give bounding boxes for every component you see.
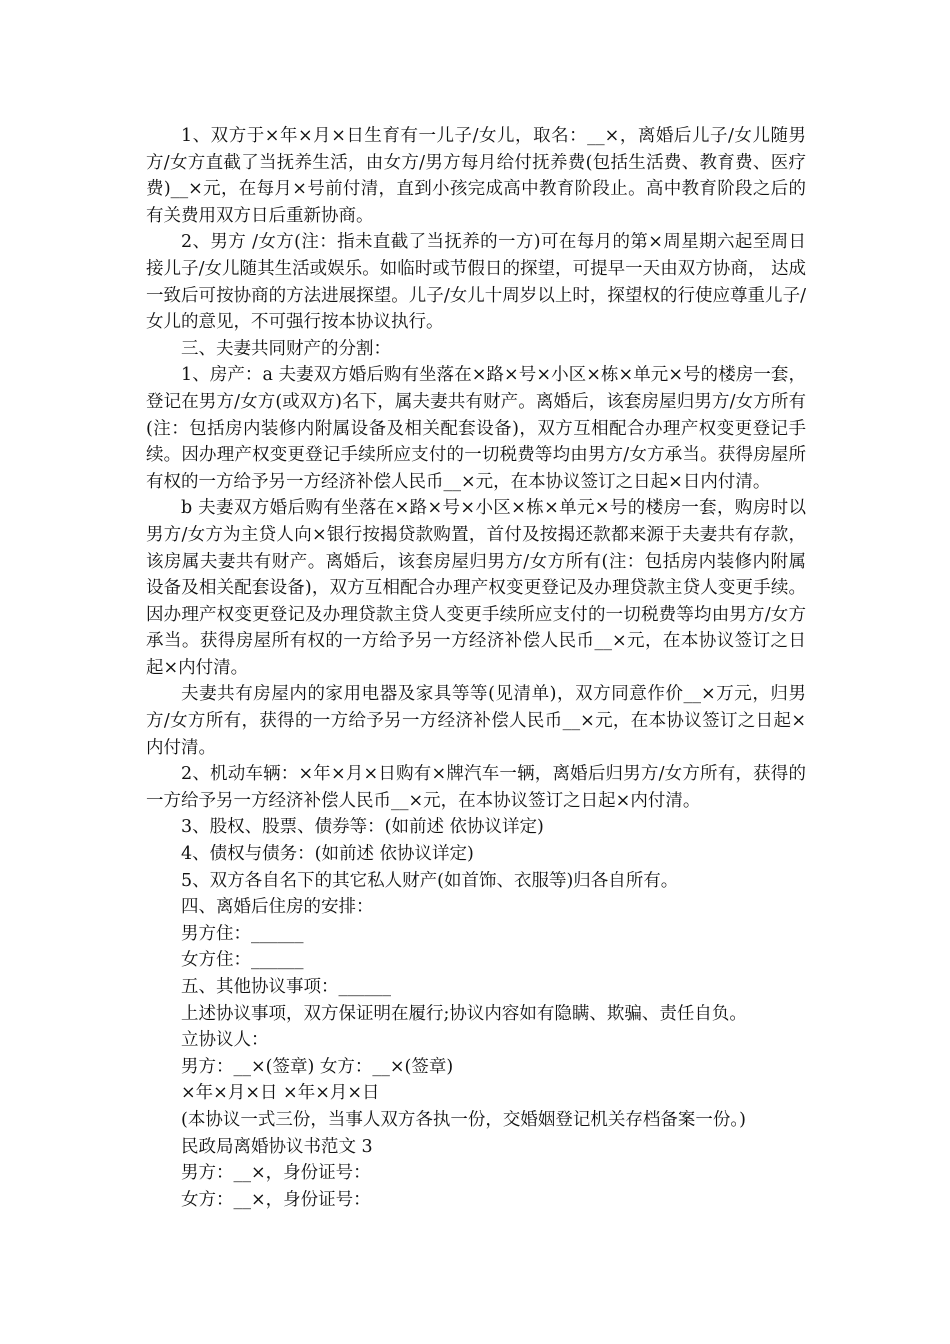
paragraph-house-b: b 夫妻双方婚后购有坐落在×路×号×小区×栋×单元×号的楼房一套，购房时以男方/女方为主贷人向×银行按揭贷款购置，首付及按揭还款都来源于夫妻共有存款，该房属夫妻共有财产。离婚后，该套房屋归男方/女方所有(注：包括房内装修内附属设备及相关配套设备)，双方互相配合办理产权变更登记及办理贷款主贷人变更手续。因办理产权变更登记及办理贷款主贷人变更手续所应支付的一切税费等均由男方/女方承当。获得房屋所有权的一方给予另一方经济补偿人民币__×元，在本协议签订之日起×内付清。 <box>146 498 806 678</box>
line-dates: ×年×月×日 ×年×月×日 <box>181 1083 380 1104</box>
paragraph-private-property: 5、双方各自名下的其它私人财产(如首饰、衣服等)归各自所有。 <box>181 870 679 891</box>
paragraph-visitation: 2、男方 /女方(注：指未直截了当抚养的一方)可在每月的第×周星期六起至周日接儿子/女儿随其生活或娱乐。如临时或节假日的探望，可提早一天由双方协商， 达成一致后可按协商的方法进展探望。儿子/女儿十周岁以上时，探望权的行使应尊重儿子/女儿的意见，不可强行按本协议执行。 <box>146 232 806 333</box>
paragraph-furniture: 夫妻共有房屋内的家用电器及家具等等(见清单)，双方同意作价__×万元，归男方/女方所有，获得的一方给予另一方经济补偿人民币__×元，在本协议签订之日起×内付清。 <box>146 684 806 758</box>
paragraph-copies-note: (本协议一式三份，当事人双方各执一份，交婚姻登记机关存档备案一份。) <box>181 1109 746 1130</box>
paragraph-stocks: 3、股权、股票、债券等：(如前述 依协议详定) <box>181 817 544 838</box>
paragraph-vehicle: 2、机动车辆：×年×月×日购有×牌汽车一辆，离婚后归男方/女方所有，获得的一方给予另一方经济补偿人民币__×元，在本协议签订之日起×内付清。 <box>146 764 806 811</box>
paragraph-guarantee: 上述协议事项，双方保证明在履行;协议内容如有隐瞒、欺骗、责任自负。 <box>181 1003 747 1024</box>
line-signatures: 男方：__×(签章) 女方：__×(签章) <box>181 1056 454 1077</box>
section-heading-other: 五、其他协议事项：______ <box>181 977 391 997</box>
paragraph-child-custody: 1、双方于×年×月×日生育有一儿子/女儿，取名：__×，离婚后儿子/女儿随男方/女方直截了当抚养生活，由女方/男方每月给付抚养费(包括生活费、教育费、医疗费)__×元，在每月×号前付清，直到小孩完成高中教育阶段止。高中教育阶段之后的有关费用双方日后重新协商。 <box>146 126 806 226</box>
line-female-id: 女方：__×，身份证号： <box>181 1189 371 1210</box>
line-signatories: 立协议人： <box>181 1030 269 1051</box>
paragraph-house-a: 1、房产：a 夫妻双方婚后购有坐落在×路×号×小区×栋×单元×号的楼房一套，登记在男方/女方(或双方)名下，属夫妻共有财产。离婚后，该套房屋归男方/女方所有(注：包括房内装修内附属设备及相关配套设备)，双方互相配合办理产权变更登记手续。因办理产权变更登记手续所应支付的一切税费等均由男方/女方承当。获得房屋所有权的一方给予另一方经济补偿人民币__×元，在本协议签订之日起×日内付清。 <box>146 365 806 492</box>
document-subtitle: 民政局离婚协议书范文 3 <box>181 1136 373 1157</box>
paragraph-debts: 4、债权与债务：(如前述 依协议详定) <box>181 844 474 865</box>
line-male-residence: 男方住：______ <box>181 923 304 944</box>
section-heading-housing: 四、离婚后住房的安排： <box>181 897 374 918</box>
document-body <box>146 123 806 1213</box>
line-male-id: 男方：__×，身份证号： <box>181 1163 371 1184</box>
section-heading-property: 三、夫妻共同财产的分割： <box>181 338 391 359</box>
line-female-residence: 女方住：______ <box>181 950 304 971</box>
